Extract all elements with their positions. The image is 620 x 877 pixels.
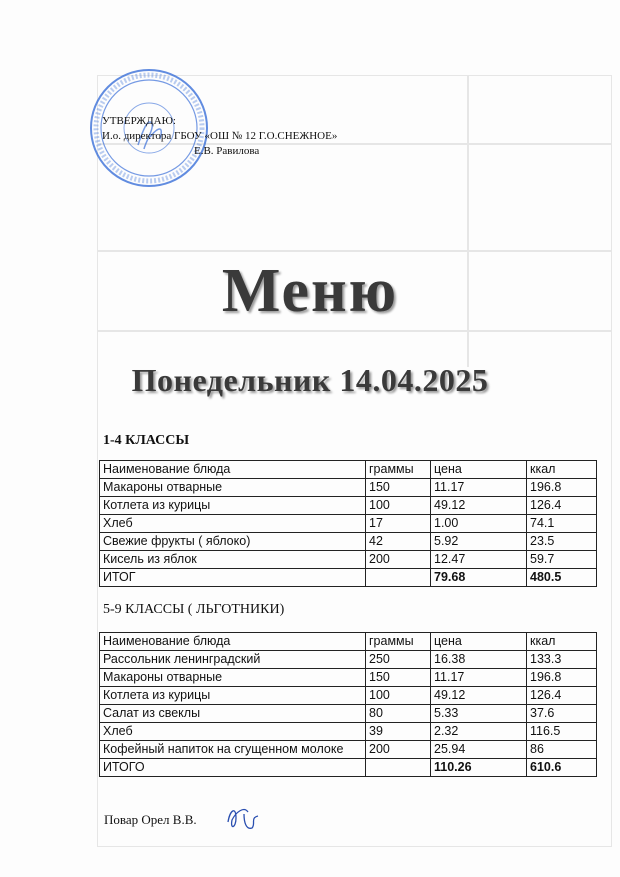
- table-row: [100, 515, 597, 533]
- table-row: [100, 723, 597, 741]
- table-cell: 49.12: [431, 497, 527, 515]
- table-total-row: [100, 569, 597, 587]
- table-row: [100, 533, 597, 551]
- table-cell: 59.7: [527, 551, 597, 569]
- table-cell: 80: [366, 705, 431, 723]
- table-row: [100, 651, 597, 669]
- table-row: [100, 705, 597, 723]
- background-ghost-lines: [97, 330, 612, 332]
- table-header-row: [100, 633, 597, 651]
- table-cell: 2.32: [431, 723, 527, 741]
- table-cell: Рассольник ленинградский: [100, 651, 366, 669]
- table-cell: 74.1: [527, 515, 597, 533]
- table-cell: 116.5: [527, 723, 597, 741]
- total-label: ИТОГО: [100, 759, 366, 777]
- table-cell: Салат из свеклы: [100, 705, 366, 723]
- column-header: граммы: [366, 461, 431, 479]
- table-cell: Котлета из курицы: [100, 687, 366, 705]
- approval-line-3: Е.В. Равилова: [194, 145, 260, 157]
- column-header: Наименование блюда: [100, 633, 366, 651]
- section-1-heading: 1-4 КЛАССЫ: [103, 433, 190, 448]
- table-cell: 23.5: [527, 533, 597, 551]
- column-header: ккал: [527, 633, 597, 651]
- menu-table-1-4: [99, 460, 597, 587]
- table-row: [100, 551, 597, 569]
- table-cell: 25.94: [431, 741, 527, 759]
- table-cell: Котлета из курицы: [100, 497, 366, 515]
- page-title: Меню: [221, 257, 399, 325]
- approval-block: [102, 114, 337, 159]
- table-row: [100, 741, 597, 759]
- table-cell: 126.4: [527, 497, 597, 515]
- total-price: 79.68: [431, 569, 527, 587]
- table-cell: 16.38: [431, 651, 527, 669]
- table-cell: 5.33: [431, 705, 527, 723]
- table-cell: 86: [527, 741, 597, 759]
- table-cell: 196.8: [527, 669, 597, 687]
- menu-table-5-9: [99, 632, 597, 777]
- table-cell: 12.47: [431, 551, 527, 569]
- total-kcal: 480.5: [527, 569, 597, 587]
- column-header: ккал: [527, 461, 597, 479]
- column-header: цена: [431, 633, 527, 651]
- total-cell: [366, 569, 431, 587]
- handwritten-signature: [222, 800, 262, 836]
- table-row: [100, 479, 597, 497]
- table-cell: 133.3: [527, 651, 597, 669]
- table-row: [100, 669, 597, 687]
- table-cell: 1.00: [431, 515, 527, 533]
- table-cell: 196.8: [527, 479, 597, 497]
- table-cell: 42: [366, 533, 431, 551]
- table-cell: 11.17: [431, 669, 527, 687]
- column-header: цена: [431, 461, 527, 479]
- table-cell: Свежие фрукты ( яблоко): [100, 533, 366, 551]
- table-cell: 39: [366, 723, 431, 741]
- table-cell: 150: [366, 479, 431, 497]
- table-cell: 250: [366, 651, 431, 669]
- page-subtitle: Понедельник 14.04.2025: [131, 362, 489, 398]
- total-label: ИТОГ: [100, 569, 366, 587]
- table-cell: 100: [366, 687, 431, 705]
- table-cell: 150: [366, 669, 431, 687]
- table-cell: Хлеб: [100, 515, 366, 533]
- approval-line-1: УТВЕРЖДАЮ:: [102, 115, 176, 127]
- table-cell: Макароны отварные: [100, 479, 366, 497]
- section-2-heading: 5-9 КЛАССЫ ( ЛЬГОТНИКИ): [103, 602, 285, 617]
- table-cell: 200: [366, 551, 431, 569]
- table-cell: 11.17: [431, 479, 527, 497]
- table-cell: 17: [366, 515, 431, 533]
- approval-line-2: И.о. директора ГБОУ «ОШ № 12 Г.О.СНЕЖНОЕ»: [102, 130, 338, 142]
- total-kcal: 610.6: [527, 759, 597, 777]
- table-cell: Макароны отварные: [100, 669, 366, 687]
- table-row: [100, 497, 597, 515]
- table-cell: 200: [366, 741, 431, 759]
- total-cell: [366, 759, 431, 777]
- table-header-row: [100, 461, 597, 479]
- table-cell: 49.12: [431, 687, 527, 705]
- table-cell: 100: [366, 497, 431, 515]
- table-cell: Кофейный напиток на сгущенном молоке: [100, 741, 366, 759]
- total-price: 110.26: [431, 759, 527, 777]
- table-total-row: [100, 759, 597, 777]
- table-cell: 37.6: [527, 705, 597, 723]
- background-ghost-lines: [97, 250, 612, 252]
- column-header: граммы: [366, 633, 431, 651]
- table-cell: Кисель из яблок: [100, 551, 366, 569]
- table-cell: Хлеб: [100, 723, 366, 741]
- column-header: Наименование блюда: [100, 461, 366, 479]
- table-row: [100, 687, 597, 705]
- cook-signature-line: Повар Орел В.В.: [104, 812, 197, 827]
- table-cell: 5.92: [431, 533, 527, 551]
- table-cell: 126.4: [527, 687, 597, 705]
